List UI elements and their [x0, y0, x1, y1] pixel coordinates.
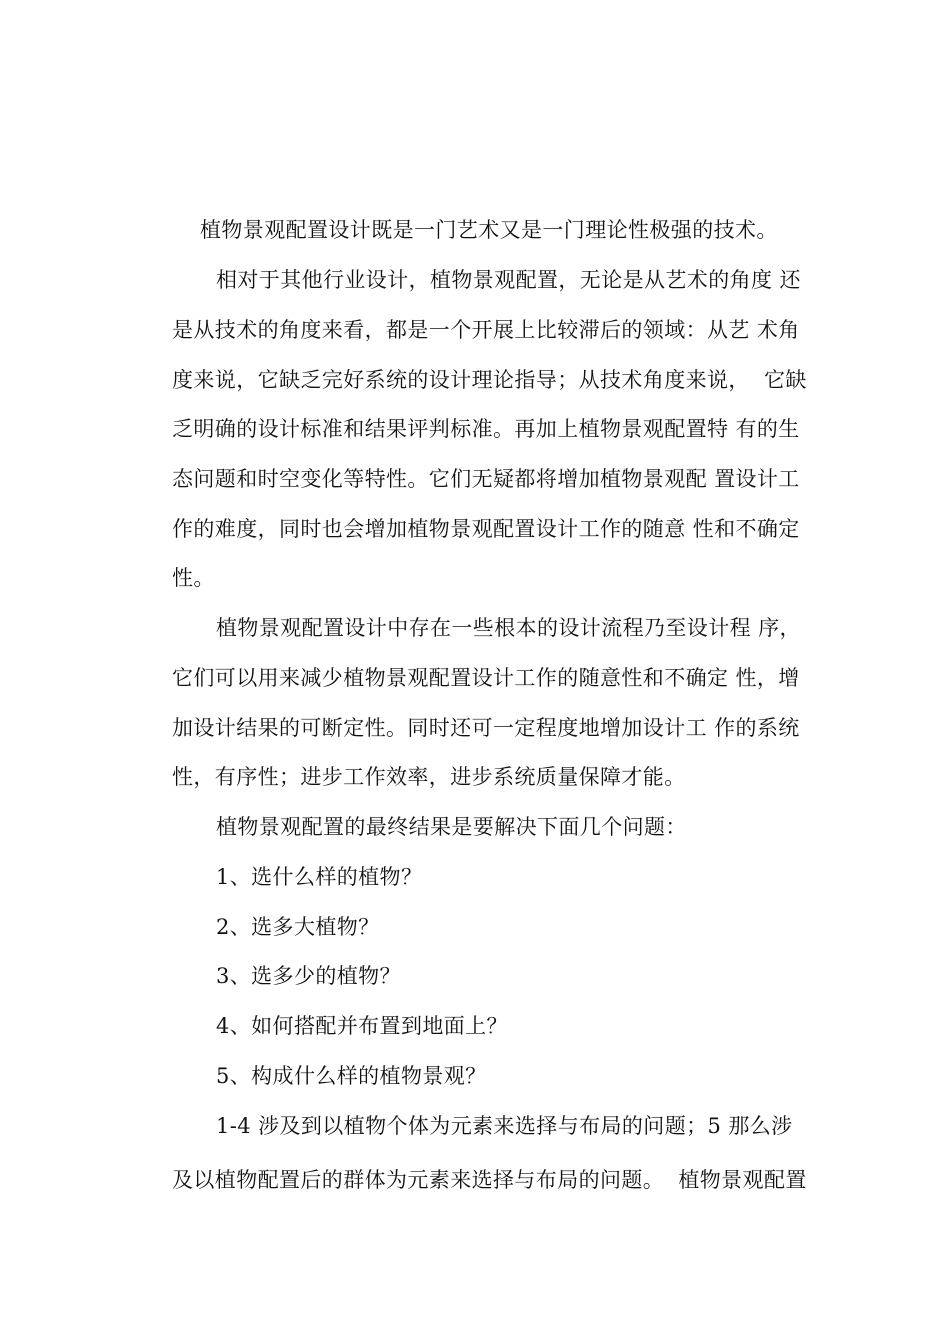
paragraph-2-line-4: 乏明确的设计标准和结果评判标准。再加上植物景观配置特 有的生: [172, 417, 800, 441]
paragraph-3-line-3: 加设计结果的可断定性。同时还可一定程度地增加设计工 作的系统: [172, 716, 800, 740]
paragraph-3-line-4: 性，有序性；进步工作效率，进步系统质量保障才能。: [172, 765, 686, 789]
paragraph-4-line-1: 植物景观配置的最终结果是要解决下面几个问题：: [216, 815, 687, 839]
question-2: 2、选多大植物？: [216, 915, 380, 939]
question-1: 1、选什么样的植物？: [216, 865, 423, 889]
paragraph-1-line-1: 植物景观配置设计既是一门艺术又是一门理论性极强的技术。: [200, 218, 778, 242]
paragraph-2-line-5: 态问题和时空变化等特性。它们无疑都将增加植物景观配 置设计工: [172, 467, 800, 491]
paragraph-2-line-1: 相对于其他行业设计，植物景观配置，无论是从艺术的角度 还: [216, 268, 801, 292]
paragraph-2-line-6: 作的难度，同时也会增加植物景观配置设计工作的随意 性和不确定: [172, 517, 800, 541]
paragraph-2-line-3: 度来说，它缺乏完好系统的设计理论指导；从技术角度来说， 它缺: [172, 368, 807, 392]
question-5: 5、构成什么样的植物景观？: [216, 1064, 487, 1088]
paragraph-3-line-2: 它们可以用来减少植物景观配置设计工作的随意性和不确定 性，增: [172, 666, 800, 690]
question-3: 3、选多少的植物？: [216, 964, 401, 988]
paragraph-5-line-1: 1-4 涉及到以植物个体为元素来选择与布局的问题；5 那么涉: [216, 1114, 793, 1138]
paragraph-2-line-7: 性。: [172, 566, 215, 590]
paragraph-3-line-1: 植物景观配置设计中存在一些根本的设计流程乃至设计程 序，: [216, 616, 801, 640]
paragraph-5-line-2: 及以植物配置后的群体为元素来选择与布局的问题。 植物景观配置: [172, 1168, 807, 1192]
paragraph-2-line-2: 是从技术的角度来看，都是一个开展上比较滞后的领域：从艺 术角: [172, 318, 800, 342]
question-4: 4、如何搭配并布置到地面上？: [216, 1014, 508, 1038]
